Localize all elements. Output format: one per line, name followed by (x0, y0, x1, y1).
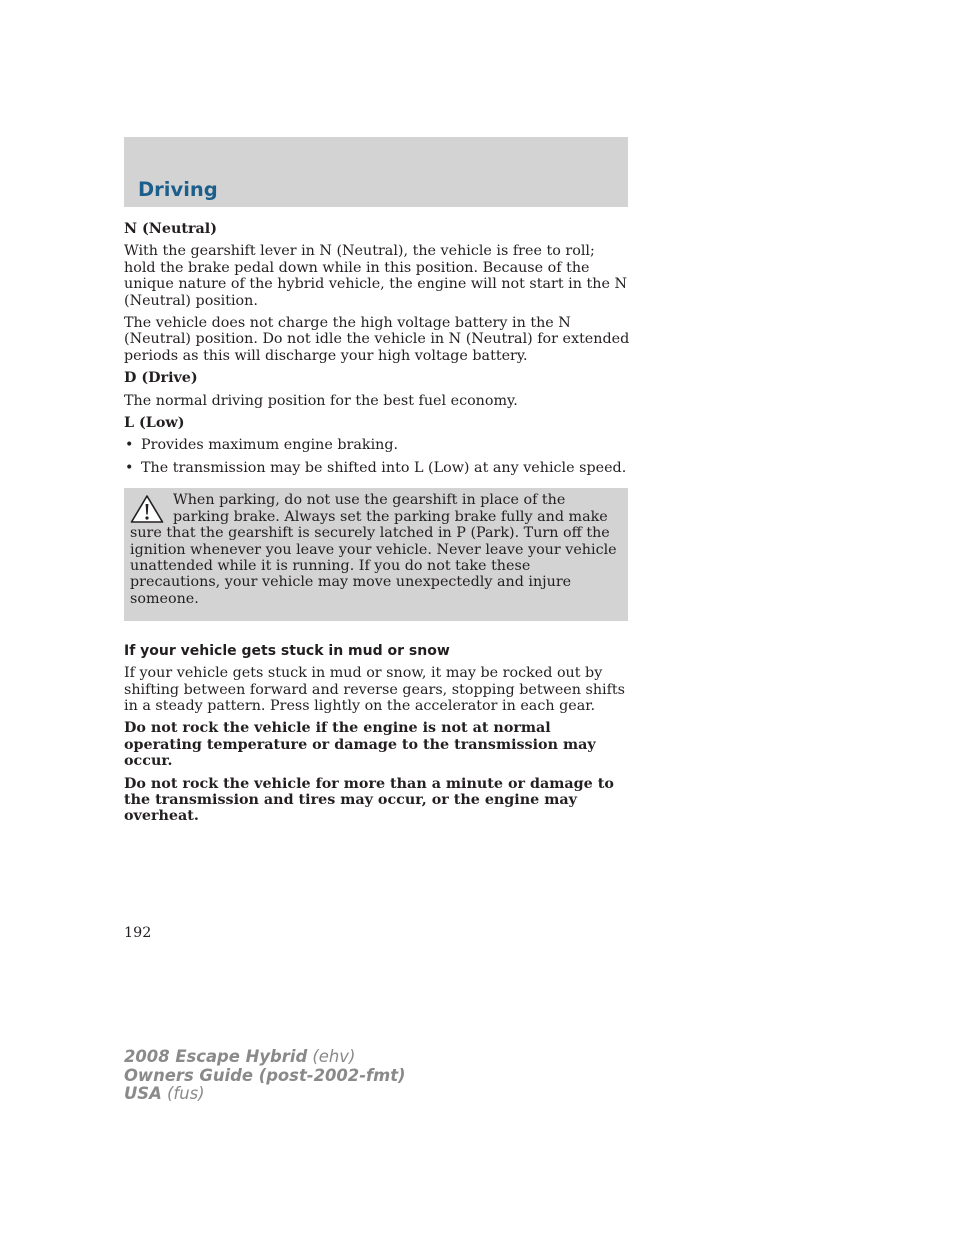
page-content (124, 221, 630, 831)
warning-text: When parking, do not use the gearshift in place of the parking brake. Always set the parking brake fully and make sure that the gearshift is securely latched in P (Park). Turn off the ignition whenever you leave your vehicle. Never leave your vehicle unattended while it is running. If you do not take these precautions, your vehicle may move unexpectedly and injure someone. (130, 492, 617, 607)
warning-box (124, 488, 628, 621)
footer-line-2: Owners Guide (post-2002-fmt) (124, 1065, 406, 1085)
footer-model-code: (ehv) (307, 1047, 356, 1066)
footer-line-1 (124, 1048, 406, 1067)
drive-heading: D (Drive) (124, 370, 198, 387)
stuck-caution-1: Do not rock the vehicle if the engine is not at normal operating temperature or damage to the transmission may occur. (124, 720, 596, 770)
neutral-heading: N (Neutral) (124, 221, 217, 237)
stuck-caution-2: Do not rock the vehicle for more than a minute or damage to the transmission and tires may occur, or the engine may overheat. (124, 775, 614, 825)
neutral-paragraph-2: The vehicle does not charge the high voltage battery in the N (Neutral) position. Do not idle the vehicle in N (Neutral) for extended periods as this will discharge your high voltage battery. (124, 315, 630, 364)
low-bullet-list (124, 437, 630, 476)
drive-paragraph: The normal driving position for the best fuel economy. (124, 392, 518, 409)
warning-triangle-icon (130, 494, 164, 524)
footer-market-code: (fus) (161, 1084, 205, 1103)
section-header-band (124, 137, 628, 207)
list-item: • Provides maximum engine braking. (124, 437, 630, 453)
footer-model: 2008 Escape Hybrid (124, 1047, 308, 1066)
page-number: 192 (124, 925, 152, 941)
list-item: • The transmission may be shifted into L (Low) at any vehicle speed. (124, 460, 630, 476)
stuck-paragraph: If your vehicle gets stuck in mud or snow, it may be rocked out by shifting between forward and reverse gears, stopping between shifts in a steady pattern. Press lightly on the accelerator in each gear. (124, 665, 625, 714)
section-title: Driving (138, 178, 218, 201)
document-footer (124, 1048, 406, 1104)
stuck-heading: If your vehicle gets stuck in mud or snow (124, 643, 450, 660)
low-heading: L (Low) (124, 415, 185, 432)
neutral-paragraph-1: With the gearshift lever in N (Neutral), the vehicle is free to roll; hold the brake pedal down while in this position. Because of the unique nature of the hybrid vehicle, the engine will not start in the N (Neutral) position. (124, 243, 627, 309)
footer-market: USA (124, 1084, 162, 1103)
footer-line-3 (124, 1085, 406, 1104)
